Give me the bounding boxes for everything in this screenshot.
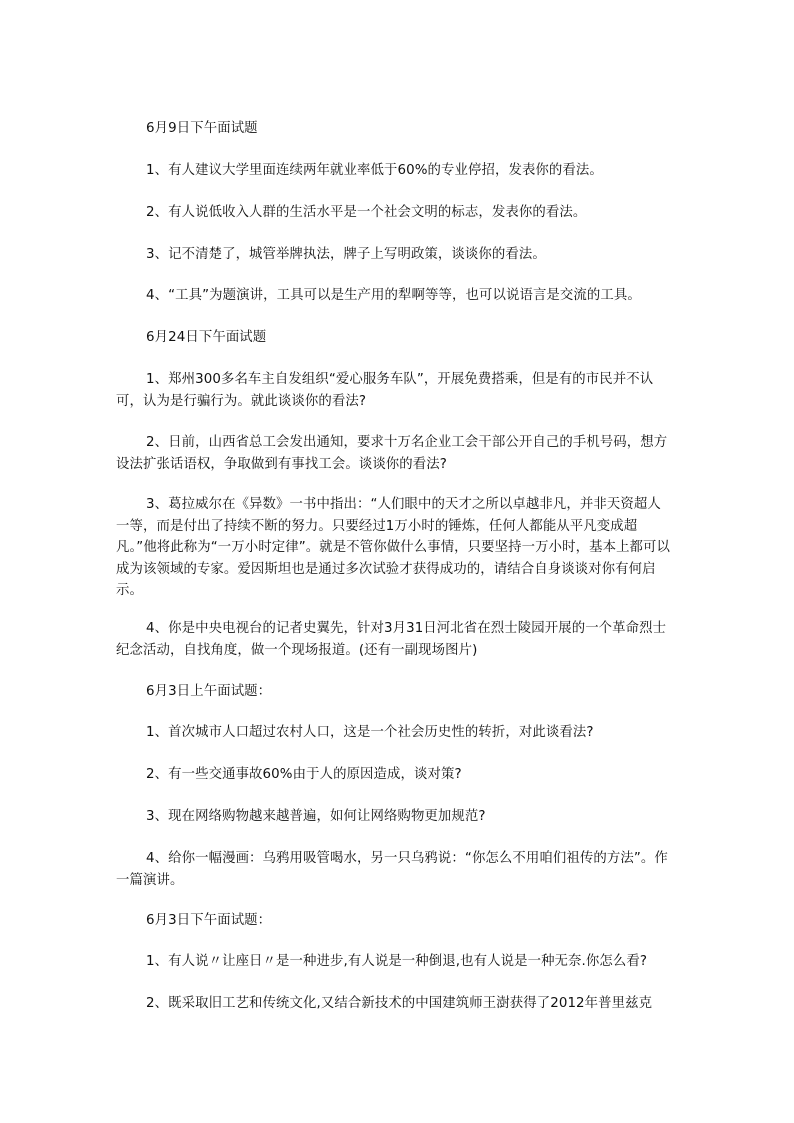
question-paragraph: 4、“工具”为题演讲，工具可以是生产用的犁啊等等，也可以说语言是交流的工具。 [146, 288, 641, 303]
section-heading: 6月3日上午面试题： [146, 684, 272, 699]
question-paragraph: 3、葛拉威尔在《异数》一书中指出：“人们眼中的天才之所以卓越非凡，并非天资超人一等，而是付出了持续不断的努力。只要经过1万小时的锤炼，任何人都能从平凡变成超凡。”他将此称为“一万小时定律”。就是不管你做什么事情，只要坚持一万小时，基本上都可以成为该领域的专家。爱因斯坦也是通过多次试验才获得成功的，请结合自身谈谈对你有何启示。 [116, 497, 671, 598]
question-paragraph: 2、有一些交通事故60%由于人的原因造成，谈对策? [146, 767, 462, 782]
question-paragraph: 2、既采取旧工艺和传统文化,又结合新技术的中国建筑师王澍获得了2012年普里兹克 [146, 996, 653, 1011]
question-paragraph: 4、给你一幅漫画：乌鸦用吸管喝水，另一只乌鸦说：“你怎么不用咱们祖传的方法”。作一篇演讲。 [116, 851, 668, 888]
question-paragraph: 4、你是中央电视台的记者史翼先，针对3月31日河北省在烈士陵园开展的一个革命烈士纪念活动，自找角度，做一个现场报道。(还有一副现场图片) [116, 621, 667, 658]
section-heading: 6月24日下午面试题 [146, 330, 267, 345]
question-paragraph: 1、有人说〃让座日〃是一种进步,有人说是一种倒退,也有人说是一种无奈.你怎么看? [146, 954, 648, 969]
question-paragraph: 2、有人说低收入人群的生活水平是一个社会文明的标志，发表你的看法。 [146, 205, 587, 220]
section-heading: 6月9日下午面试题 [146, 121, 258, 136]
question-paragraph: 3、记不清楚了，城管举牌执法，牌子上写明政策，谈谈你的看法。 [146, 247, 546, 262]
question-paragraph: 3、现在网络购物越来越普遍，如何让网络购物更加规范? [146, 809, 486, 824]
question-paragraph: 1、有人建议大学里面连续两年就业率低于60%的专业停招，发表你的看法。 [146, 163, 603, 178]
question-paragraph: 1、首次城市人口超过农村人口，这是一个社会历史性的转折，对此谈看法? [146, 725, 594, 740]
question-paragraph: 2、日前，山西省总工会发出通知，要求十万名企业工会干部公开自己的手机号码，想方设法扩张话语权，争取做到有事找工会。谈谈你的看法? [116, 435, 668, 472]
question-paragraph: 1、郑州300多名车主自发组织“爱心服务车队”，开展免费搭乘，但是有的市民并不认可，认为是行骗行为。就此谈谈你的看法? [116, 372, 654, 409]
section-heading: 6月3日下午面试题： [146, 913, 272, 928]
